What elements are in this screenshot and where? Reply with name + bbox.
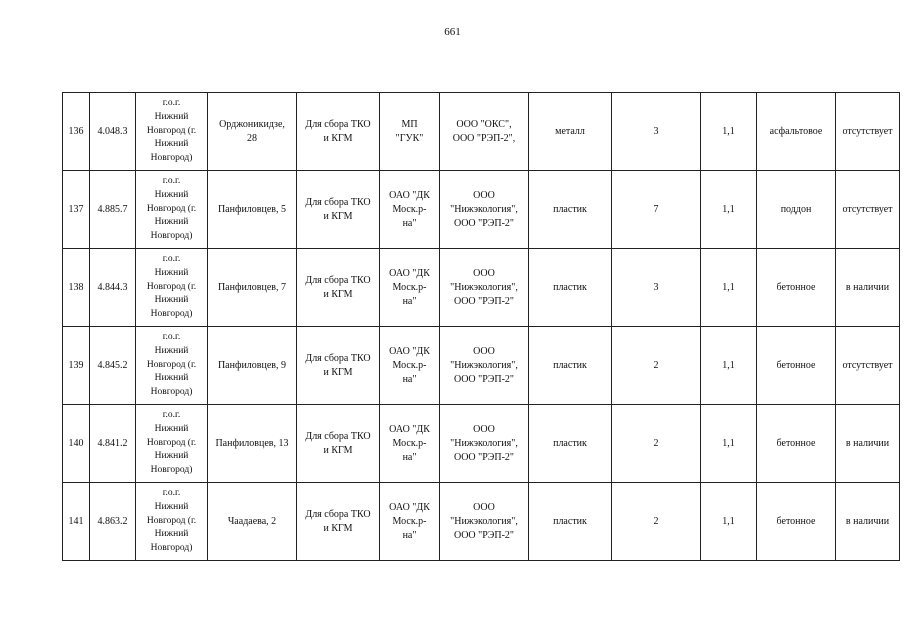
operator-line: "Нижэкология", (450, 281, 518, 293)
address-cell (208, 405, 297, 483)
district-line: г.о.г. (162, 98, 181, 109)
district-line: Нижний (154, 529, 189, 540)
container-volume-cell: 1,1 (701, 93, 757, 171)
district-line: Нижний (154, 189, 189, 200)
row-number-cell: 140 (63, 405, 90, 483)
address-cell (208, 93, 297, 171)
purpose-cell (297, 483, 380, 561)
owner-line: на" (402, 451, 417, 463)
purpose-line: и КГМ (323, 210, 353, 222)
operator-cell (440, 93, 529, 171)
site-code-cell: 4.048.3 (90, 93, 136, 171)
container-material-cell: пластик (529, 483, 612, 561)
district-line: Нижний (154, 423, 189, 434)
table-body (63, 93, 900, 561)
owner-cell (380, 327, 440, 405)
table-row (63, 405, 900, 483)
purpose-cell (297, 171, 380, 249)
district-cell (136, 249, 208, 327)
surface-type-cell: асфальтовое (757, 93, 836, 171)
owner-line: Моск.р- (392, 437, 427, 449)
fence-status-cell: в наличии (836, 249, 900, 327)
operator-line: "Нижэкология", (450, 359, 518, 371)
district-line: Новгород (г. (146, 437, 197, 448)
fence-status-cell: отсутствует (836, 327, 900, 405)
operator-line: ООО "РЭП-2" (453, 529, 515, 541)
district-line: г.о.г. (162, 176, 181, 187)
district-line: Нижний (154, 345, 189, 356)
operator-line: ООО (473, 423, 495, 435)
container-volume-cell: 1,1 (701, 483, 757, 561)
owner-line: Моск.р- (392, 281, 427, 293)
owner-line: "ГУК" (395, 132, 424, 144)
district-cell (136, 327, 208, 405)
operator-line: ООО (473, 267, 495, 279)
district-line: Нижний (154, 267, 189, 278)
district-line: Новгород (г. (146, 281, 197, 292)
operator-line: ООО "РЭП-2" (453, 451, 515, 463)
site-code-cell: 4.841.2 (90, 405, 136, 483)
surface-type-cell: бетонное (757, 483, 836, 561)
address-cell (208, 249, 297, 327)
surface-type-cell: поддон (757, 171, 836, 249)
district-cell (136, 405, 208, 483)
owner-cell (380, 405, 440, 483)
page-number: 661 (444, 26, 461, 38)
surface-type-cell: бетонное (757, 249, 836, 327)
operator-cell (440, 249, 529, 327)
container-count-cell: 2 (612, 327, 701, 405)
purpose-cell (297, 93, 380, 171)
owner-line: ОАО "ДК (389, 423, 430, 435)
container-material-cell: пластик (529, 171, 612, 249)
owner-cell (380, 249, 440, 327)
purpose-line: Для сбора ТКО (305, 430, 371, 442)
operator-cell (440, 327, 529, 405)
purpose-cell (297, 327, 380, 405)
purpose-line: и КГМ (323, 288, 353, 300)
row-number-cell: 139 (63, 327, 90, 405)
owner-cell (380, 93, 440, 171)
purpose-line: и КГМ (323, 444, 353, 456)
surface-type-cell: бетонное (757, 327, 836, 405)
owner-line: МП (401, 118, 418, 130)
purpose-line: и КГМ (323, 522, 353, 534)
address-line: Панфиловцев, 9 (217, 359, 287, 371)
district-line: Новгород) (150, 543, 193, 554)
address-line: Панфиловцев, 7 (217, 281, 287, 293)
owner-line: Моск.р- (392, 515, 427, 527)
row-number-cell: 137 (63, 171, 90, 249)
container-material-cell: пластик (529, 405, 612, 483)
container-count-cell: 3 (612, 93, 701, 171)
container-volume-cell: 1,1 (701, 405, 757, 483)
district-line: Нижний (154, 451, 189, 462)
address-cell (208, 327, 297, 405)
address-line: Панфиловцев, 13 (215, 437, 289, 449)
owner-line: ОАО "ДК (389, 267, 430, 279)
owner-cell (380, 483, 440, 561)
district-line: Нижний (154, 373, 189, 384)
fence-status-cell: в наличии (836, 405, 900, 483)
district-line: Новгород (г. (146, 359, 197, 370)
container-material-cell: пластик (529, 327, 612, 405)
owner-line: на" (402, 529, 417, 541)
district-line: г.о.г. (162, 254, 181, 265)
owner-line: на" (402, 373, 417, 385)
owner-line: ОАО "ДК (389, 345, 430, 357)
district-line: Нижний (154, 295, 189, 306)
operator-line: ООО (473, 501, 495, 513)
container-volume-cell: 1,1 (701, 249, 757, 327)
purpose-line: Для сбора ТКО (305, 118, 371, 130)
table-row (63, 171, 900, 249)
address-cell (208, 171, 297, 249)
owner-line: ОАО "ДК (389, 189, 430, 201)
operator-cell (440, 405, 529, 483)
operator-line: "Нижэкология", (450, 515, 518, 527)
operator-cell (440, 483, 529, 561)
owner-line: на" (402, 295, 417, 307)
address-line: Панфиловцев, 5 (217, 203, 287, 215)
district-line: Новгород (г. (146, 125, 197, 136)
district-line: Новгород (г. (146, 515, 197, 526)
purpose-line: Для сбора ТКО (305, 352, 371, 364)
purpose-cell (297, 249, 380, 327)
district-cell (136, 483, 208, 561)
owner-line: на" (402, 217, 417, 229)
operator-line: "Нижэкология", (450, 203, 518, 215)
surface-type-cell: бетонное (757, 405, 836, 483)
site-code-cell: 4.863.2 (90, 483, 136, 561)
district-line: Новгород) (150, 387, 193, 398)
address-cell (208, 483, 297, 561)
table-row (63, 249, 900, 327)
operator-line: ООО "РЭП-2" (453, 373, 515, 385)
purpose-line: и КГМ (323, 366, 353, 378)
container-count-cell: 2 (612, 483, 701, 561)
site-code-cell: 4.885.7 (90, 171, 136, 249)
district-line: Нижний (154, 111, 189, 122)
operator-line: ООО "РЭП-2" (453, 217, 515, 229)
owner-line: Моск.р- (392, 203, 427, 215)
container-material-cell: металл (529, 93, 612, 171)
district-line: г.о.г. (162, 488, 181, 499)
operator-cell (440, 171, 529, 249)
address-line: Чаадаева, 2 (227, 515, 277, 527)
table-row (63, 327, 900, 405)
fence-status-cell: в наличии (836, 483, 900, 561)
district-line: Нижний (154, 501, 189, 512)
container-material-cell: пластик (529, 249, 612, 327)
district-line: Новгород) (150, 231, 193, 242)
waste-sites-table (62, 92, 900, 561)
operator-line: ООО (473, 345, 495, 357)
district-cell (136, 93, 208, 171)
district-line: Новгород (г. (146, 203, 197, 214)
operator-line: ООО (473, 189, 495, 201)
district-line: Новгород) (150, 465, 193, 476)
district-line: г.о.г. (162, 332, 181, 343)
table-row (63, 93, 900, 171)
container-volume-cell: 1,1 (701, 327, 757, 405)
row-number-cell: 136 (63, 93, 90, 171)
container-count-cell: 3 (612, 249, 701, 327)
owner-line: ОАО "ДК (389, 501, 430, 513)
row-number-cell: 138 (63, 249, 90, 327)
operator-line: ООО "РЭП-2", (452, 132, 516, 144)
container-count-cell: 7 (612, 171, 701, 249)
row-number-cell: 141 (63, 483, 90, 561)
container-count-cell: 2 (612, 405, 701, 483)
purpose-line: и КГМ (323, 132, 353, 144)
district-line: г.о.г. (162, 410, 181, 421)
fence-status-cell: отсутствует (836, 93, 900, 171)
purpose-line: Для сбора ТКО (305, 274, 371, 286)
address-line: Орджоникидзе, (219, 118, 285, 130)
district-cell (136, 171, 208, 249)
district-line: Новгород) (150, 153, 193, 164)
site-code-cell: 4.845.2 (90, 327, 136, 405)
district-line: Нижний (154, 217, 189, 228)
container-volume-cell: 1,1 (701, 171, 757, 249)
fence-status-cell: отсутствует (836, 171, 900, 249)
district-line: Нижний (154, 139, 189, 150)
purpose-line: Для сбора ТКО (305, 508, 371, 520)
owner-cell (380, 171, 440, 249)
address-line: 28 (247, 132, 257, 144)
purpose-line: Для сбора ТКО (305, 196, 371, 208)
district-line: Новгород) (150, 309, 193, 320)
owner-line: Моск.р- (392, 359, 427, 371)
site-code-cell: 4.844.3 (90, 249, 136, 327)
purpose-cell (297, 405, 380, 483)
operator-line: ООО "РЭП-2" (453, 295, 515, 307)
table-row (63, 483, 900, 561)
operator-line: ООО "ОКС", (456, 118, 512, 130)
operator-line: "Нижэкология", (450, 437, 518, 449)
